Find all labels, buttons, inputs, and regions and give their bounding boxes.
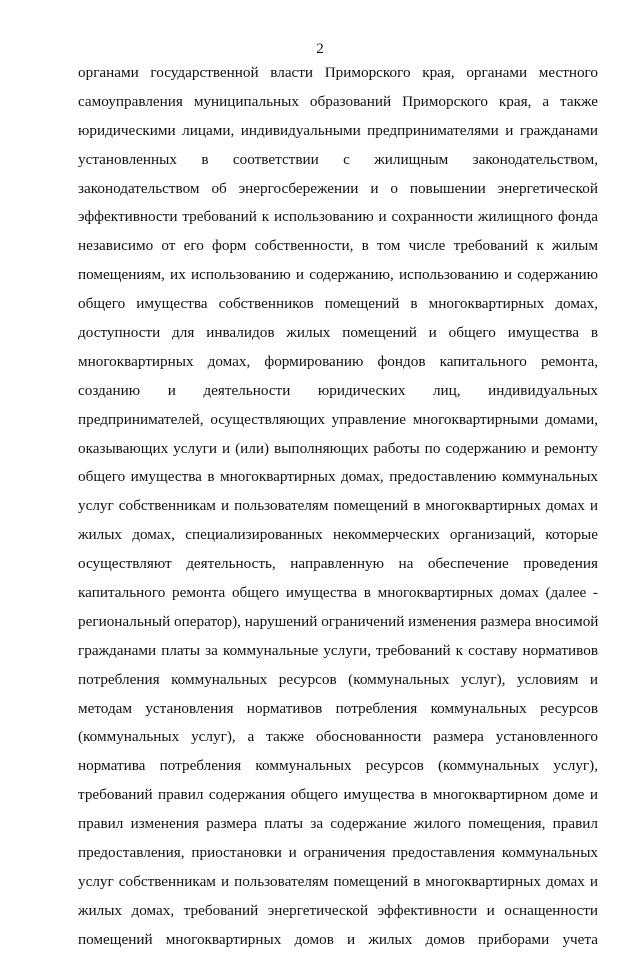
text-line: органами государственной власти Приморского края, органами местного bbox=[78, 64, 598, 81]
text-line: услуг собственникам и пользователям помещений в многоквартирных домах и bbox=[78, 872, 598, 890]
text-line: гражданами платы за коммунальные услуги, требований к составу нормативов bbox=[78, 641, 598, 659]
text-line: методам установления нормативов потребления коммунальных ресурсов bbox=[78, 699, 598, 717]
text-line: капитального ремонта общего имущества в многоквартирных домах (далее - bbox=[78, 584, 598, 602]
text-line: независимо от его форм собственности, в том числе требований к жилым bbox=[78, 237, 598, 255]
text-line: самоуправления муниципальных образований Приморского края, а также bbox=[78, 92, 598, 110]
text-line: законодательством об энергосбережении и о повышении энергетической bbox=[78, 179, 598, 197]
text-line: доступности для инвалидов жилых помещений и общего имущества в bbox=[78, 324, 598, 342]
text-line: многоквартирных домах, формированию фондов капитального ремонта, bbox=[78, 352, 598, 370]
text-line: потребления коммунальных ресурсов (коммунальных услуг), условиям и bbox=[78, 670, 598, 688]
page-number: 2 bbox=[316, 41, 324, 57]
text-line: эффективности требований к использованию и сохранности жилищного фонда bbox=[78, 208, 598, 226]
text-line: услуг собственникам и пользователям помещений в многоквартирных домах и bbox=[78, 497, 598, 515]
text-line: требований правил содержания общего имущества в многоквартирном доме и bbox=[78, 786, 598, 804]
text-line: предпринимателей, осуществляющих управление многоквартирными домами, bbox=[78, 410, 598, 428]
text-line: норматива потребления коммунальных ресурсов (коммунальных услуг), bbox=[78, 757, 598, 775]
text-line: помещений многоквартирных домов и жилых домов приборами учета bbox=[78, 930, 598, 948]
text-line: региональный оператор), нарушений ограничений изменения размера вносимой bbox=[78, 612, 598, 630]
text-line: жилых домах, специализированных некоммерческих организаций, которые bbox=[78, 526, 598, 544]
text-line: осуществляют деятельность, направленную на обеспечение проведения bbox=[78, 555, 598, 573]
body-text bbox=[78, 59, 598, 955]
text-line: общего имущества в многоквартирных домах, предоставлению коммунальных bbox=[78, 468, 598, 486]
text-line: общего имущества собственников помещений в многоквартирных домах, bbox=[78, 295, 598, 313]
text-line: оказывающих услуги и (или) выполняющих работы по содержанию и ремонту bbox=[78, 439, 598, 457]
text-line: установленных в соответствии с жилищным законодательством, bbox=[78, 150, 598, 168]
text-line: созданию и деятельности юридических лиц, индивидуальных bbox=[78, 381, 598, 399]
text-line: жилых домах, требований энергетической эффективности и оснащенности bbox=[78, 901, 598, 919]
text-line: помещениям, их использованию и содержанию, использованию и содержанию bbox=[78, 266, 598, 284]
text-line: предоставления, приостановки и ограничения предоставления коммунальных bbox=[78, 844, 598, 862]
text-line: (коммунальных услуг), а также обоснованности размера установленного bbox=[78, 728, 598, 746]
text-line: юридическими лицами, индивидуальными предпринимателями и гражданами bbox=[78, 121, 598, 139]
text-line: правил изменения размера платы за содержание жилого помещения, правил bbox=[78, 815, 598, 833]
